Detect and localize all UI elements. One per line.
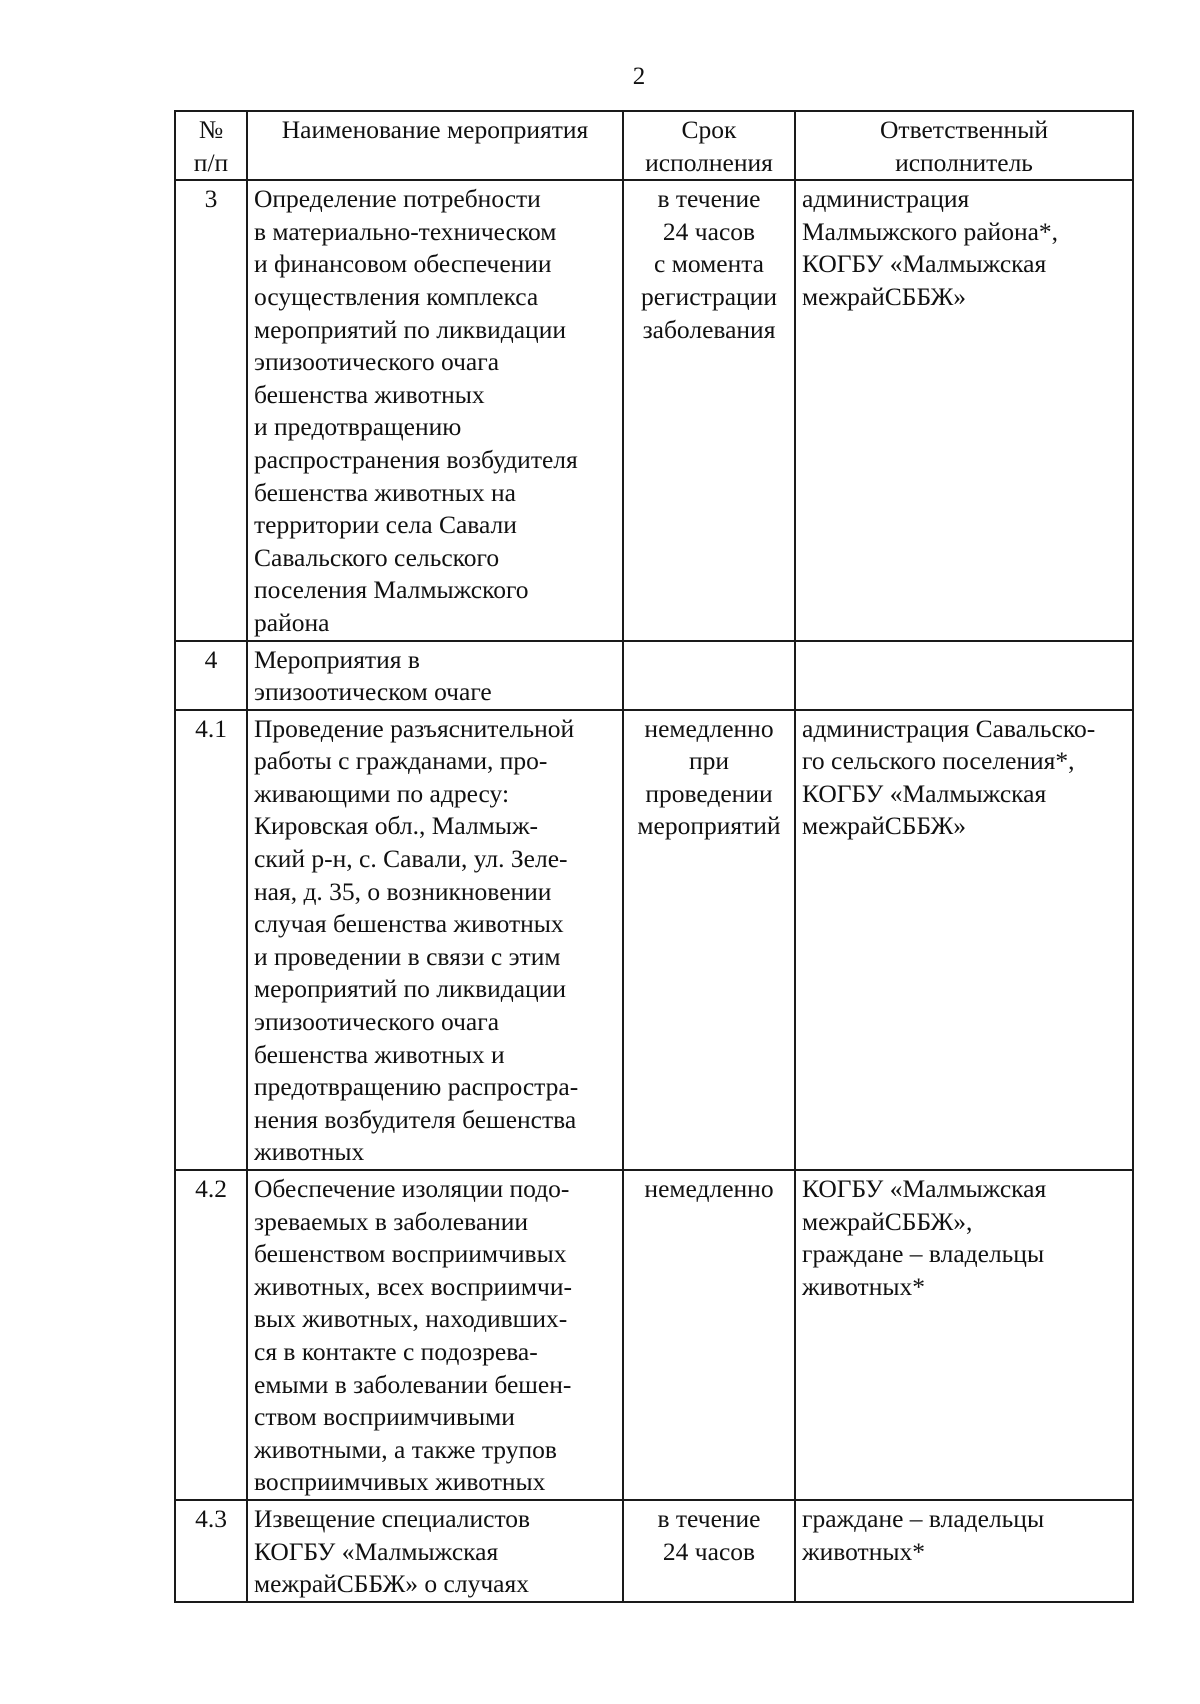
action-plan-table	[174, 110, 1134, 1603]
table-row	[175, 1500, 1133, 1602]
row-term: немедленно	[623, 1170, 795, 1500]
row-action-name: Определение потребности в материально-техническом и финансовом обеспечении осуществления комплекса мероприятий по ликвидации эпизоотического очага бешенства животных и предотвращению распространения возбудителя бешенства животных на территории села Савали Савальского сельского поселения Малмыжского района	[247, 180, 623, 640]
row-action-name: Обеспечение изоляции подо- зреваемых в заболевании бешенством восприимчивых животных, всех восприимчи- вых животных, находивших- ся в контакте с подозрева- емыми в заболевании бешен- ством восприимчивыми животными, а также трупов восприимчивых животных	[247, 1170, 623, 1500]
row-responsible	[795, 641, 1133, 710]
table-row	[175, 641, 1133, 710]
row-term: в течение 24 часов с момента регистрации заболевания	[623, 180, 795, 640]
header-num: № п/п	[175, 111, 247, 180]
row-term	[623, 641, 795, 710]
row-responsible: граждане – владельцы животных*	[795, 1500, 1133, 1602]
table-header-row	[175, 111, 1133, 180]
row-number: 4	[175, 641, 247, 710]
row-responsible: КОГБУ «Малмыжская межрайСББЖ», граждане – владельцы животных*	[795, 1170, 1133, 1500]
row-term: в течение 24 часов	[623, 1500, 795, 1602]
table-row	[175, 710, 1133, 1170]
row-action-name: Проведение разъяснительной работы с гражданами, про- живающими по адресу: Кировская обл., Малмыж- ский р-н, с. Савали, ул. Зеле- ная, д. 35, о возникновении случая бешенства животных и проведении в связи с этим мероприятий по ликвидации эпизоотического очага бешенства животных и предотвращению распростра- нения возбудителя бешенства животных	[247, 710, 623, 1170]
row-number: 3	[175, 180, 247, 640]
row-action-name: Извещение специалистов КОГБУ «Малмыжская межрайСББЖ» о случаях	[247, 1500, 623, 1602]
table-row	[175, 1170, 1133, 1500]
row-number: 4.2	[175, 1170, 247, 1500]
page-number: 2	[632, 63, 646, 90]
row-number: 4.1	[175, 710, 247, 1170]
header-responsible: Ответственный исполнитель	[795, 111, 1133, 180]
row-responsible: администрация Малмыжского района*, КОГБУ «Малмыжская межрайСББЖ»	[795, 180, 1133, 640]
row-number: 4.3	[175, 1500, 247, 1602]
row-term: немедленно при проведении мероприятий	[623, 710, 795, 1170]
row-action-name: Мероприятия в эпизоотическом очаге	[247, 641, 623, 710]
header-term: Срок исполнения	[623, 111, 795, 180]
row-responsible: администрация Савальско- го сельского поселения*, КОГБУ «Малмыжская межрайСББЖ»	[795, 710, 1133, 1170]
table-row	[175, 180, 1133, 640]
header-name: Наименование мероприятия	[247, 111, 623, 180]
